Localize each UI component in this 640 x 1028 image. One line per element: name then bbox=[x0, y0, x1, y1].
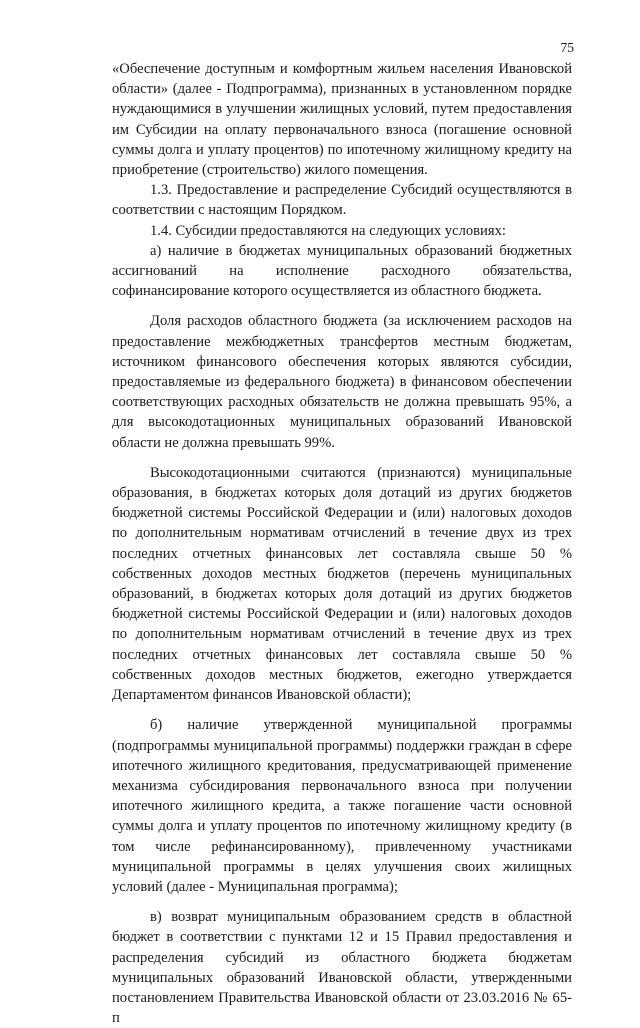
paragraph-budget-share: Доля расходов областного бюджета (за исключением расходов на предоставление межбюджетных трансфертов местным бюджетам, источником финансового обеспечения которых являются субсидии, предоставляемые из федерального бюджета) в финансовом обеспечении соответствующих расходных обязательств не должна превышать 95%, а для высокодотационных муниципальных образований Ивановской области не должна превышать 99%. bbox=[112, 313, 572, 451]
paragraph-subprogram-title: «Обеспечение доступным и комфортным жильем населения Ивановской области» (далее - Подпрограмма), признанных в установленном порядке нуждающимися в улучшении жилищных условий, путем предоставления им Субсидии на оплату первоначального взноса (погашение основной суммы долга и уплату процентов) по ипотечному жилищному кредиту на приобретение (строительство) жилого помещения. bbox=[112, 61, 572, 179]
page-number: 75 bbox=[560, 40, 574, 55]
paragraph-high-subsidy: Высокодотационными считаются (признаются) муниципальные образования, в бюджетах которых доля дотаций из других бюджетов бюджетной системы Российской Федерации и (или) налоговых доходов по дополнительным нормативам отчислений в течение двух из трех последних отчетных финансовых лет составляла свыше 50 % собственных доходов местных бюджетов (перечень муниципальных образований, в бюджетах которых доля дотаций из других бюджетов бюджетной системы Российской Федерации и (или) налоговых доходов по дополнительным нормативам отчислений в течение двух из трех последних отчетных финансовых лет составляла свыше 50 % собственных доходов местных бюджетов, ежегодно утверждается Департаментом финансов Ивановской области); bbox=[112, 464, 572, 704]
paragraph-1-4: 1.4. Субсидии предоставляются на следующих условиях: bbox=[150, 222, 506, 239]
document-body bbox=[112, 59, 572, 1028]
paragraph-condition-a: а) наличие в бюджетах муниципальных образований бюджетных ассигнований на исполнение расходного обязательства, софинансирование которого осуществляется из областного бюджета. bbox=[112, 242, 572, 300]
paragraph-condition-b: б) наличие утвержденной муниципальной программы (подпрограммы муниципальной программы) поддержки граждан в сфере ипотечного жилищного кредитования, предусматривающей применение механизма субсидирования первоначального взноса при получении ипотечного жилищного кредита, а также погашение части основной суммы долга и уплату процентов по ипотечному жилищному кредиту (в том числе рефинансированному), привлеченному участниками муниципальной программы в целях улучшения своих жилищных условий (далее - Муниципальная программа); bbox=[112, 717, 572, 895]
paragraph-condition-v: в) возврат муниципальным образованием средств в областной бюджет в соответствии с пунктами 12 и 15 Правил предоставления и распределения субсидий из областного бюджета бюджетам муниципальных образований Ивановской области, утвержденными постановлением Правительства Ивановской области от 23.03.2016 № 65-п bbox=[112, 909, 572, 1027]
paragraph-1-3: 1.3. Предоставление и распределение Субсидий осуществляются в соответствии с настоящим Порядком. bbox=[112, 182, 572, 219]
